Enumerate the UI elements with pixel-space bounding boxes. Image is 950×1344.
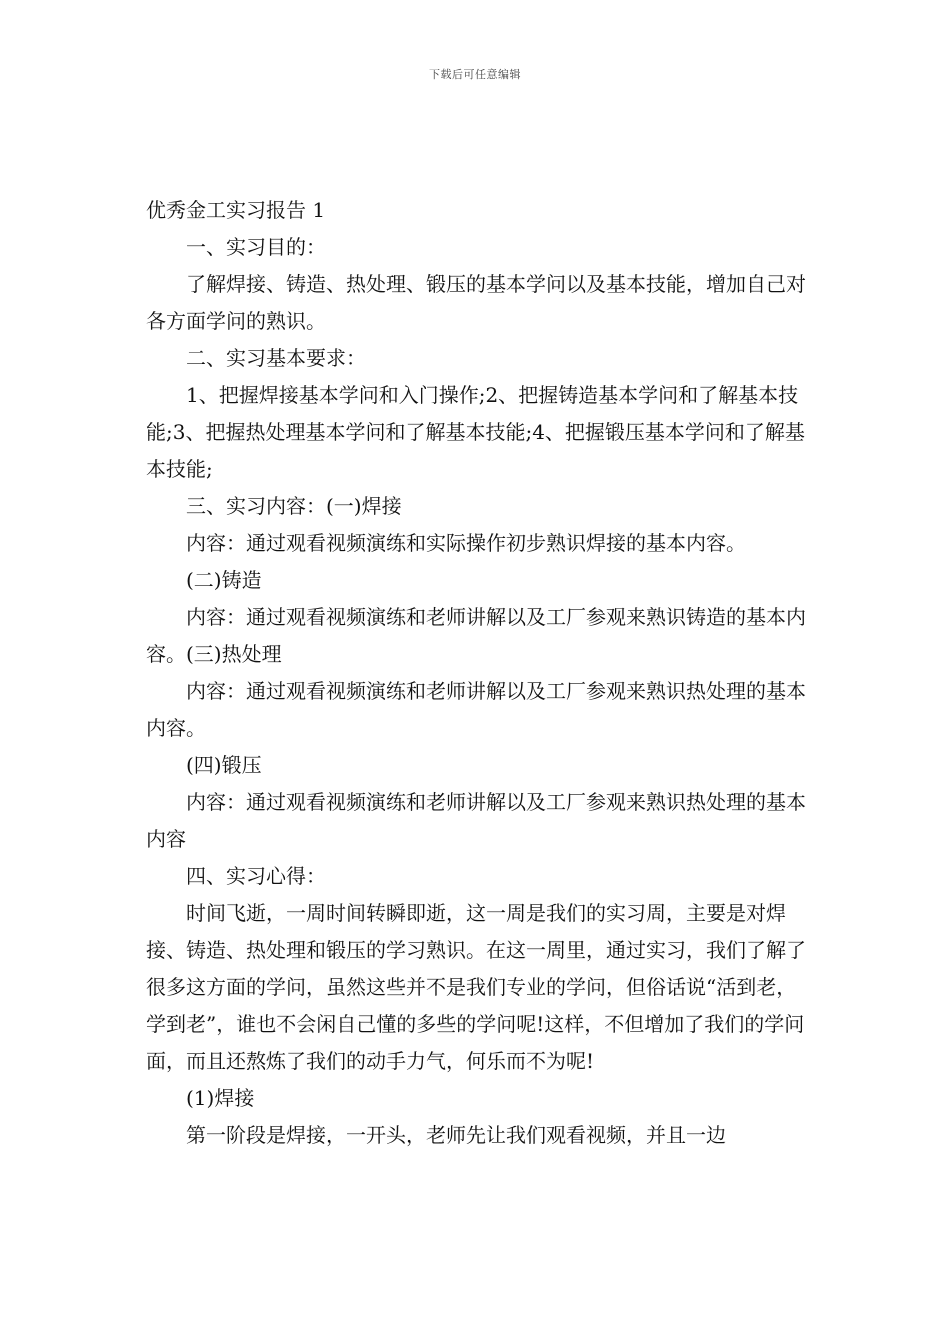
subheading-forging: (四)锻压 [186,753,262,777]
section-heading-purpose: 一、实习目的： [186,235,326,259]
subheading-welding: (1)焊接 [186,1086,255,1110]
document-title: 优秀金工实习报告 1 [146,198,326,222]
paragraph-heat-treatment-content: 内容：通过观看视频演练和老师讲解以及工厂参观来熟识热处理的基本内容。 [146,679,806,740]
paragraph-casting-content: 内容：通过观看视频演练和老师讲解以及工厂参观来熟识铸造的基本内容。(三)热处理 [146,605,806,666]
paragraph-forging-content: 内容：通过观看视频演练和老师讲解以及工厂参观来熟识热处理的基本内容 [146,790,806,851]
section-heading-requirements: 二、实习基本要求： [186,346,366,370]
subheading-casting: (二)铸造 [186,568,262,592]
paragraph-reflections: 时间飞逝，一周时间转瞬即逝，这一周是我们的实习周，主要是对焊接、铸造、热处理和锻压的学习熟识。在这一周里，通过实习，我们了解了很多这方面的学问，虽然这些并不是我们专业的学问，但俗话说“活到老，学到老”，谁也不会闲自己懂的多些的学问呢!这样，不但增加了我们的学问面，而且还熬炼了我们的动手力气，何乐而不为呢! [146,901,806,1073]
paragraph-purpose: 了解焊接、铸造、热处理、锻压的基本学问以及基本技能，增加自己对各方面学问的熟识。 [146,272,806,333]
paragraph-requirements: 1、把握焊接基本学问和入门操作;2、把握铸造基本学问和了解基本技能;3、把握热处理基本学问和了解基本技能;4、把握锻压基本学问和了解基本技能; [146,383,805,481]
section-heading-reflections: 四、实习心得： [186,864,326,888]
section-heading-content: 三、实习内容：(一)焊接 [186,494,402,518]
page-header-note: 下载后可任意编辑 [429,68,521,81]
document-body [146,192,810,1154]
paragraph-welding-content: 内容：通过观看视频演练和实际操作初步熟识焊接的基本内容。 [186,531,746,555]
paragraph-welding-stage: 第一阶段是焊接，一开头，老师先让我们观看视频，并且一边 [186,1123,726,1147]
